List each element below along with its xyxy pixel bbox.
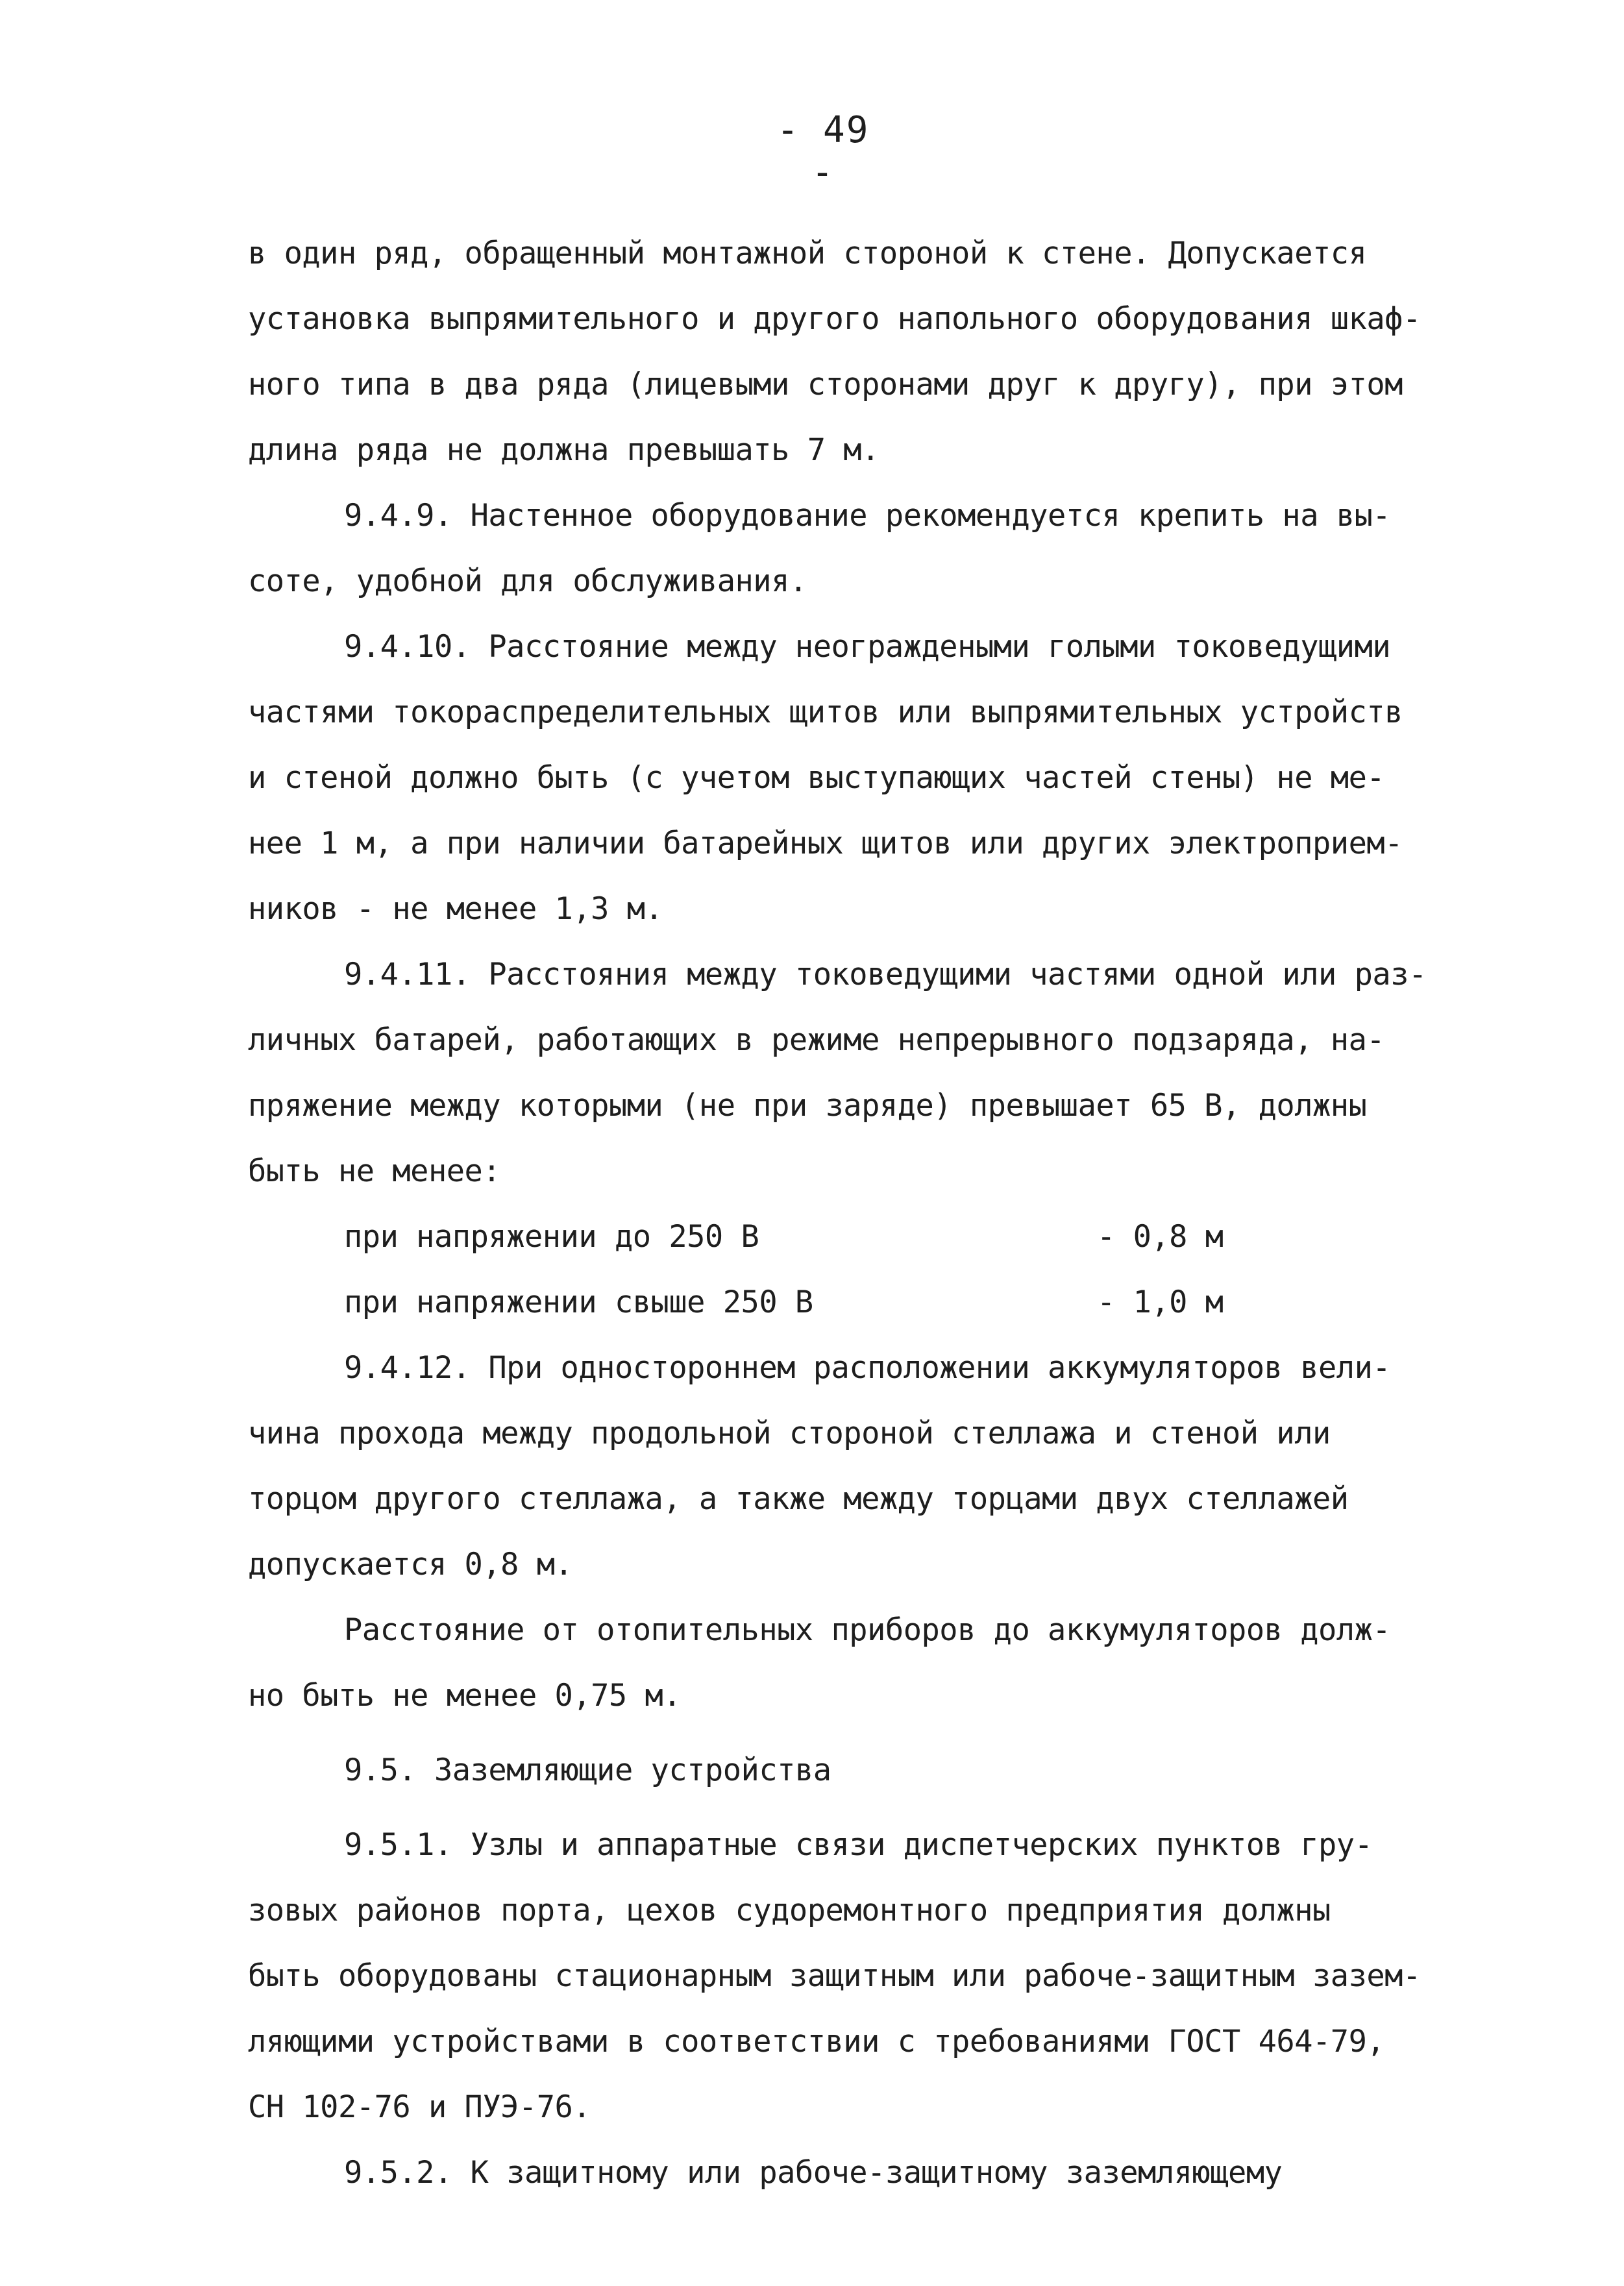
text-line: соте, удобной для обслуживания.: [248, 563, 807, 599]
text-line: установка выпрямительного и другого напольного оборудования шкаф-: [248, 301, 1421, 337]
text-line: допускается 0,8 м.: [248, 1547, 573, 1582]
text-line: и стеной должно быть (с учетом выступающих частей стены) не ме-: [248, 760, 1385, 796]
text-line: но быть не менее 0,75 м.: [248, 1678, 682, 1714]
clause-9-4-10: 9.4.10. Расстояние между неограждеными голыми токоведущими: [344, 629, 1391, 665]
distance-row-value: - 1,0 м: [1097, 1284, 1224, 1320]
document-body: [248, 221, 1520, 2206]
text-line: в один ряд, обращенный монтажной стороной к стене. Допускается: [248, 236, 1367, 271]
page-number: - 49 -: [776, 109, 870, 193]
text-line: длина ряда не должна превышать 7 м.: [248, 432, 880, 468]
clause-9-4-9: 9.4.9. Настенное оборудование рекомендуется крепить на вы-: [344, 498, 1391, 534]
text-line: ного типа в два ряда (лицевыми сторонами друг к другу), при этом: [248, 367, 1403, 402]
distance-row-label: при напряжении до 250 В: [344, 1219, 759, 1255]
distance-row-value: - 0,8 м: [1097, 1219, 1224, 1255]
text-line: ников - не менее 1,3 м.: [248, 891, 663, 927]
paragraph-heaters: Расстояние от отопительных приборов до аккумуляторов долж-: [344, 1612, 1391, 1648]
text-line: быть не менее:: [248, 1153, 501, 1189]
text-line: ляющими устройствами в соответствии с требованиями ГОСТ 464-79,: [248, 2024, 1385, 2059]
distance-row-label: при напряжении свыше 250 В: [344, 1284, 813, 1320]
clause-9-4-11: 9.4.11. Расстояния между токоведущими частями одной или раз-: [344, 957, 1427, 992]
distance-row: [248, 1270, 1520, 1335]
text-line: пряжение между которыми (не при заряде) превышает 65 В, должны: [248, 1088, 1367, 1124]
text-line: чина прохода между продольной стороной стеллажа и стеной или: [248, 1416, 1331, 1451]
text-line: нее 1 м, а при наличии батарейных щитов или других электроприем-: [248, 826, 1403, 861]
clause-9-5-1: 9.5.1. Узлы и аппаратные связи диспетчерских пунктов гру-: [344, 1827, 1373, 1863]
text-line: личных батарей, работающих в режиме непрерывного подзаряда, на-: [248, 1022, 1385, 1058]
text-line: быть оборудованы стационарным защитным или рабоче-защитным зазем-: [248, 1958, 1421, 1994]
clause-9-5-2: 9.5.2. К защитному или рабоче-защитному заземляющему: [344, 2155, 1283, 2191]
text-line: зовых районов порта, цехов судоремонтного предприятия должны: [248, 1893, 1331, 1928]
distance-row: [248, 1204, 1520, 1270]
clause-9-4-12: 9.4.12. При одностороннем расположении аккумуляторов вели-: [344, 1350, 1391, 1386]
section-heading: 9.5. Заземляющие устройства: [344, 1752, 831, 1788]
text-line: частями токораспределительных щитов или выпрямительных устройств: [248, 694, 1403, 730]
text-line: СН 102-76 и ПУЭ-76.: [248, 2089, 591, 2125]
text-line: торцом другого стеллажа, а также между торцами двух стеллажей: [248, 1481, 1349, 1517]
